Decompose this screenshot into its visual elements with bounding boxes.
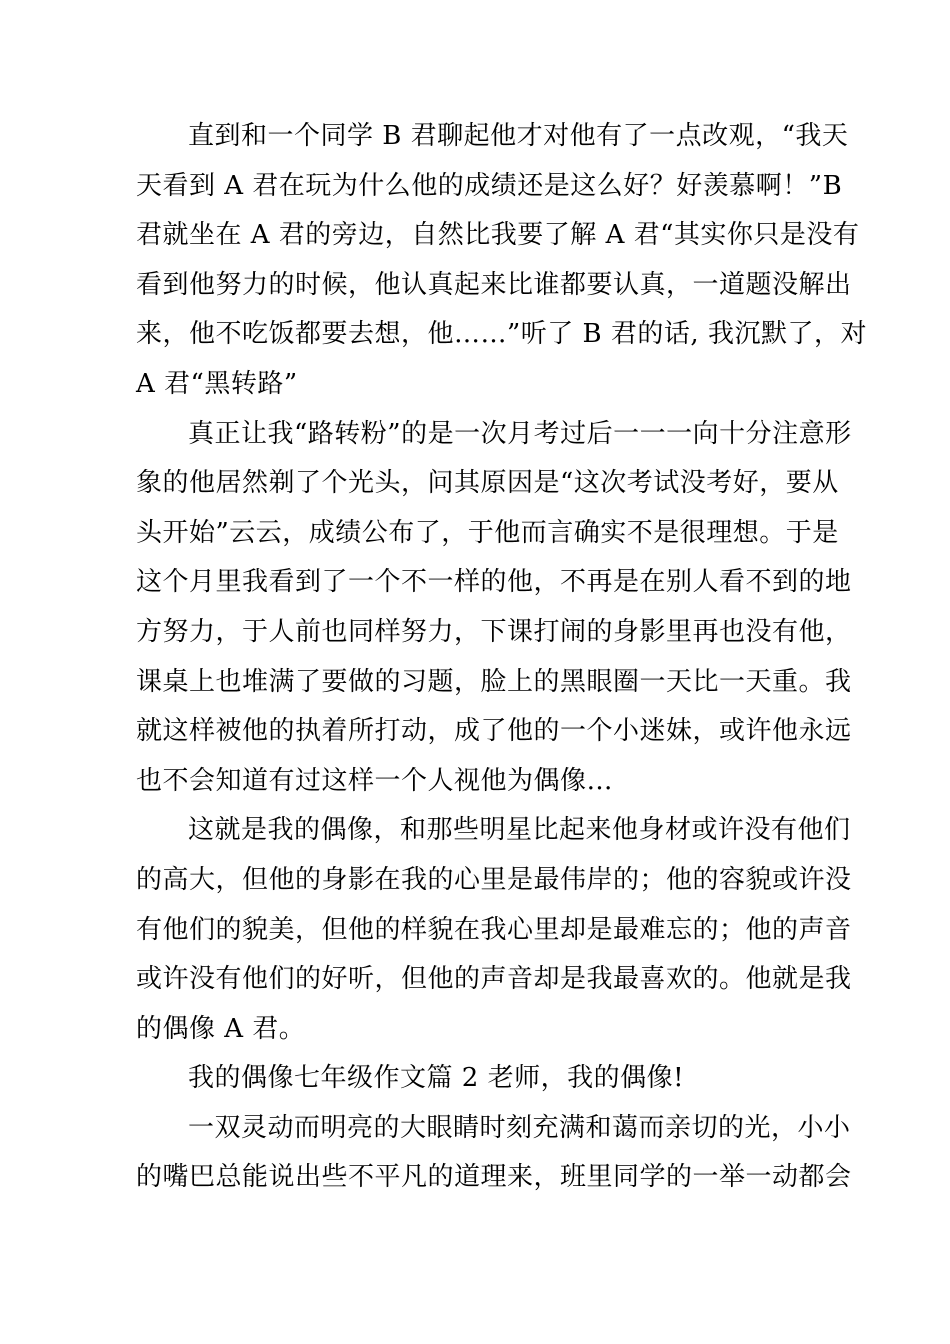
text-line: 课桌上也堆满了要做的习题，脸上的黑眼圈一天比一天重。我 <box>136 666 852 697</box>
text-line: 有他们的貌美，但他的样貌在我心里却是最难忘的；他的声音 <box>136 914 852 945</box>
text-line: 象的他居然剃了个光头，问其原因是“这次考试没考好，要从 <box>136 468 839 499</box>
text-line: 的嘴巴总能说出些不平凡的道理来，班里同学的一举一动都会 <box>136 1162 852 1193</box>
text-line: 这个月里我看到了一个不一样的他，不再是在别人看不到的地 <box>136 567 852 598</box>
text-line: 这就是我的偶像，和那些明星比起来他身材或许没有他们 <box>188 815 851 846</box>
text-line: 看到他努力的时候，他认真起来比谁都要认真，一道题没解出 <box>136 269 852 300</box>
text-line: 方努力，于人前也同样努力，下课打闹的身影里再也没有他， <box>136 616 852 647</box>
text-line: 的高大，但他的身影在我的心里是最伟岸的；他的容貌或许没 <box>136 864 852 895</box>
text-line: 也不会知道有过这样一个人视他为偶像… <box>136 765 614 796</box>
text-line: 真正让我“路转粉”的是一次月考过后一一一向十分注意形 <box>188 418 852 449</box>
text-line: A 君“黑转路” <box>136 368 298 399</box>
text-line: 来，他不吃饭都要去想，他……”听了 B 君的话, 我沉默了，对 <box>136 319 867 350</box>
text-line: 头开始”云云，成绩公布了，于他而言确实不是很理想。于是 <box>136 517 839 548</box>
text-line: 君就坐在 A 君的旁边，自然比我要了解 A 君“其实你只是没有 <box>136 220 860 251</box>
text-line: 一双灵动而明亮的大眼睛时刻充满和蔼而亲切的光，小小 <box>188 1112 851 1143</box>
text-line: 或许没有他们的好听，但他的声音却是我最喜欢的。他就是我 <box>136 964 852 995</box>
section-heading: 我的偶像七年级作文篇 2 老师，我的偶像! <box>188 1063 685 1094</box>
text-line: 直到和一个同学 B 君聊起他才对他有了一点改观，“我天 <box>188 121 849 151</box>
document-body <box>136 112 867 1203</box>
text-line: 的偶像 A 君。 <box>136 1013 306 1044</box>
text-line: 天看到 A 君在玩为什么他的成绩还是这么好？好羡慕啊！”B <box>136 170 843 201</box>
text-line: 就这样被他的执着所打动，成了他的一个小迷妹，或许他永远 <box>136 716 852 747</box>
